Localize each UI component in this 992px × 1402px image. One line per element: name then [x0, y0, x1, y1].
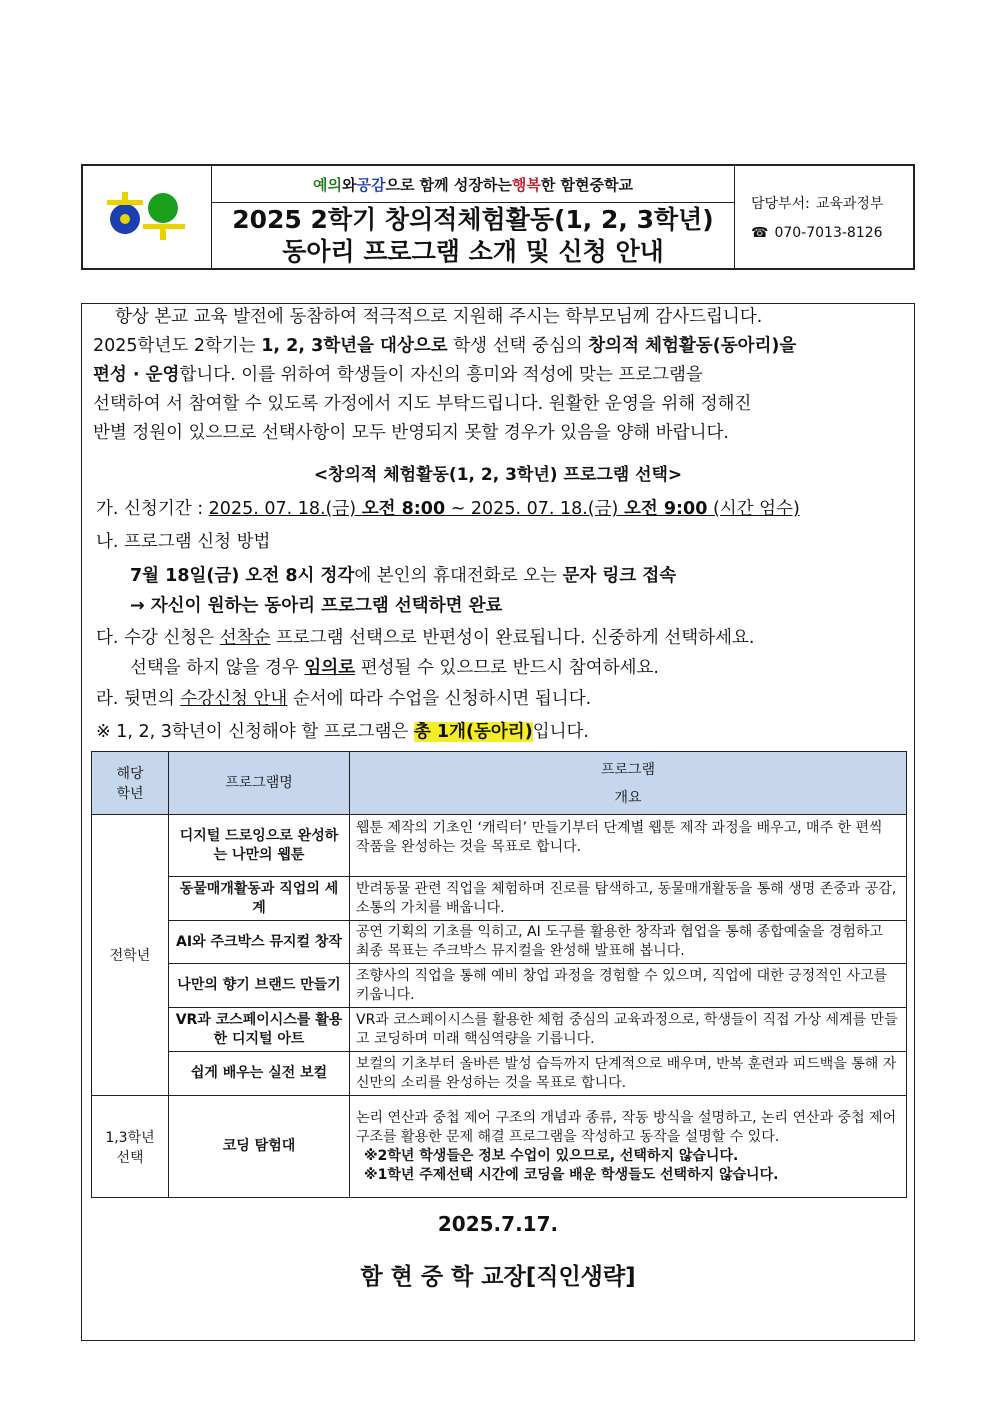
program-name: AI와 주크박스 뮤지컬 창작	[169, 921, 350, 964]
header-grade: 해당 학년	[92, 752, 169, 815]
intro-paragraph	[93, 303, 903, 448]
section-title: <창의적 체험활동(1, 2, 3학년) 프로그램 선택>	[313, 465, 683, 485]
intro-line: 선택하여 서 참여할 수 있도록 가정에서 지도 부탁드립니다. 원활한 운영을 위해 정해진	[93, 394, 752, 414]
slogan-part: 와	[341, 175, 357, 194]
program-desc: 공연 기획의 기초를 익히고, AI 도구를 활용한 창작과 협업을 통해 종합예술을 경험하고 최종 목표는 주크박스 뮤지컬을 완성해 발표해 봅니다.	[350, 921, 907, 964]
text: 2025학년도 2학기는	[93, 336, 262, 356]
text: 편성 · 운영	[93, 365, 180, 385]
text: 가. 신청기간 :	[96, 499, 209, 519]
table-row	[92, 1096, 907, 1198]
intro-line	[93, 361, 903, 390]
program-name: 코딩 탐험대	[169, 1096, 350, 1198]
text: 임의로	[304, 658, 356, 678]
document-date: 2025.7.17.	[437, 1212, 559, 1236]
text: 문자 링크 접속	[562, 566, 677, 586]
intro-line: 반별 정원이 있으므로 선택사항이 모두 반영되지 못할 경우가 있음을 양해 바랍니다.	[93, 423, 729, 443]
text: (시간 엄수)	[707, 499, 800, 519]
text: 합니다. 이를 위하여 학생들이 자신의 흥미와 적성에 맞는 프로그램을	[179, 365, 703, 385]
text: 오전 8:00	[361, 499, 446, 519]
coding-note: ※1학년 주제선택 시간에 코딩을 배운 학생들도 선택하지 않습니다.	[364, 1166, 779, 1183]
contact-cell	[735, 166, 913, 268]
text: 입니다.	[532, 722, 589, 742]
document-title	[212, 203, 734, 268]
text: ※ 1, 2, 3학년이 신청해야 할 프로그램은	[96, 722, 414, 742]
principal-signature: 함 현 중 학 교장[직인생략]	[360, 1264, 636, 1290]
dept-label: 담당부서:	[751, 196, 810, 212]
school-slogan	[212, 166, 734, 203]
table-row	[92, 1008, 907, 1052]
school-logo-icon	[83, 166, 211, 268]
text: 에 본인의 휴대전화로 오는	[354, 566, 563, 586]
text: 프로그램 선택으로 반편성이 완료됩니다. 신중하게 선택하세요.	[270, 628, 755, 648]
slogan-part: 예의	[313, 175, 342, 194]
program-name: 디지털 드로잉으로 완성하는 나만의 웹툰	[169, 815, 350, 877]
program-name: 쉽게 배우는 실전 보컬	[169, 1052, 350, 1096]
text: 7월 18일(금) 오전 8시 정각	[130, 566, 355, 586]
slogan-part: 공감	[356, 175, 386, 194]
header-desc	[350, 752, 907, 815]
program-desc: 반려동물 관련 직업을 체험하며 진로를 탐색하고, 동물매개활동을 통해 생명 존중과 공감, 소통의 가치를 배웁니다.	[350, 877, 907, 921]
program-desc: 웹툰 제작의 기초인 ‘캐릭터’ 만들기부터 단계별 웹툰 제작 과정을 배우고, 매주 한 편씩 작품을 완성하는 것을 목표로 합니다.	[350, 815, 907, 877]
text: 2025. 07. 18.(금)	[208, 499, 362, 519]
slogan-part: 으로 함께 성장하는	[385, 175, 512, 194]
grade-cell: 1,3학년 선택	[92, 1096, 169, 1198]
intro-line: 항상 본교 교육 발전에 동참하여 적극적으로 지원해 주시는 학부모님께 감사드립니다.	[115, 307, 763, 327]
program-name: 동물매개활동과 직업의 세계	[169, 877, 350, 921]
program-desc: 보컬의 기초부터 올바른 발성 습득까지 단계적으로 배우며, 반복 훈련과 피드백을 통해 자신만의 소리를 완성하는 것을 목표로 합니다.	[350, 1052, 907, 1096]
text: 수강신청 안내	[180, 689, 288, 709]
dept-value: 교육과정부	[815, 196, 884, 212]
text: ~ 2025. 07. 18.(금)	[445, 499, 624, 519]
item-random	[130, 654, 659, 679]
text: 선택을 하지 않을 경우	[130, 658, 305, 678]
school-logo	[83, 166, 212, 268]
phone-number: 070-7013-8126	[774, 225, 883, 241]
program-desc: VR과 코스페이시스를 활용한 체험 중심의 교육과정으로, 학생들이 직접 가상 세계를 만들고 코딩하며 미래 핵심역량을 기릅니다.	[350, 1008, 907, 1052]
intro-line	[93, 332, 903, 361]
item-method-1	[130, 562, 676, 587]
text: 다. 수강 신청은	[96, 628, 220, 648]
table-row	[92, 921, 907, 964]
item-guide	[96, 685, 591, 710]
text: 총 1개(동아리)	[413, 722, 533, 742]
item-method: 나. 프로그램 신청 방법	[96, 532, 271, 552]
program-desc	[350, 1096, 907, 1198]
text: 선착순	[219, 628, 271, 648]
text: 논리 연산과 중첩 제어 구조의 개념과 종류, 작동 방식을 설명하고, 논리 연산과 중첩 제어 구조를 활용한 문제 해결 프로그램을 작성하고 동작을 설명할 수 있다.	[356, 1109, 897, 1145]
text: 창의적 체험활동(동아리)을	[588, 336, 797, 356]
slogan-part: 한 함현중학교	[540, 175, 633, 194]
table-row	[92, 1052, 907, 1096]
table-row	[92, 877, 907, 921]
title-line-2: 동아리 프로그램 소개 및 신청 안내	[282, 236, 664, 266]
text: 개요	[614, 790, 642, 806]
header-name: 프로그램명	[169, 752, 350, 815]
table-row	[92, 815, 907, 877]
table-row	[92, 964, 907, 1008]
text: 학생 선택 중심의	[447, 336, 589, 356]
program-desc: 조향사의 직업을 통해 예비 창업 과정을 경험할 수 있으며, 직업에 대한 긍정적인 사고를 키웁니다.	[350, 964, 907, 1008]
item-method-2: → 자신이 원하는 동아리 프로그램 선택하면 완료	[130, 596, 503, 616]
program-name: 나만의 향기 브랜드 만들기	[169, 964, 350, 1008]
program-name: VR과 코스페이시스를 활용한 디지털 아트	[169, 1008, 350, 1052]
item-first-come	[96, 624, 754, 649]
program-table	[91, 751, 907, 1198]
grade-cell: 전학년	[92, 815, 169, 1096]
header-box	[81, 164, 915, 270]
text: 프로그램	[600, 762, 656, 778]
table-header-row	[92, 752, 907, 815]
title-cell	[212, 166, 735, 268]
item-note	[96, 718, 589, 743]
title-line-1: 2025 2학기 창의적체험활동(1, 2, 3학년)	[232, 204, 714, 234]
coding-note: ※2학년 학생들은 정보 수업이 있으므로, 선택하지 않습니다.	[364, 1147, 739, 1164]
text: 오전 9:00	[623, 499, 708, 519]
text: 1, 2, 3학년을 대상으로	[261, 336, 448, 356]
item-period	[96, 495, 800, 520]
text: 순서에 따라 수업을 신청하시면 됩니다.	[287, 689, 592, 709]
slogan-part: 행복	[511, 175, 541, 194]
text: 라. 뒷면의	[96, 689, 181, 709]
text: 편성될 수 있으므로 반드시 참여하세요.	[355, 658, 659, 678]
phone-icon: ☎	[751, 225, 769, 241]
period-range	[209, 499, 800, 519]
